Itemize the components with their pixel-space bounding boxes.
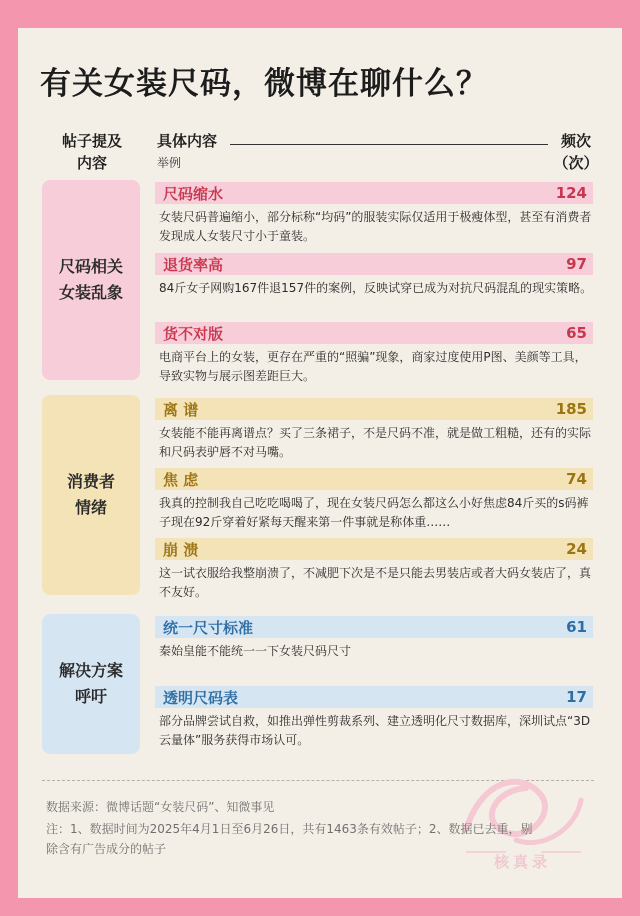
- topic-description: 部分品牌尝试自救，如推出弹性剪裁系列、建立透明化尺寸数据库，深圳试点“3D云量体”服务获得市场认可。: [159, 714, 591, 747]
- topic-count: 61: [566, 618, 587, 636]
- topic-count: 24: [566, 540, 587, 558]
- topic-bar: [155, 253, 593, 275]
- topic-bar: [155, 538, 593, 560]
- topic-label: 崩 溃: [163, 540, 199, 559]
- topic-count: 65: [566, 324, 587, 342]
- topic-bar: [155, 468, 593, 490]
- category-line1: 尺码相关: [58, 257, 123, 276]
- header-divider: [230, 144, 548, 145]
- topic-bar: [155, 398, 593, 420]
- topic-label: 焦 虑: [163, 470, 199, 489]
- topic-bar: [155, 686, 593, 708]
- topic-label: 货不对版: [163, 324, 224, 343]
- note-text: 注：1、数据时间为2025年4月1日至6月26日，共有1463条有效帖子；2、数据已去重，剔除含有广告成分的帖子: [46, 822, 533, 856]
- category-line2: 呼吁: [74, 687, 107, 706]
- topic-bar: [155, 322, 593, 344]
- source-text: 数据来源：微博话题“女装尺码”、知微事见: [46, 800, 275, 814]
- header-frequency-line2: （次）: [553, 154, 599, 172]
- category-line1: 解决方案: [58, 661, 123, 680]
- header-frequency: [548, 130, 604, 174]
- topic-count: 124: [555, 184, 587, 202]
- header-topic-line1: 帖子提及: [61, 132, 122, 150]
- page-title: 有关女装尺码，微博在聊什么？: [40, 66, 488, 102]
- topic-label: 透明尺码表: [163, 688, 239, 707]
- topic-count: 74: [566, 470, 587, 488]
- topic-label: 离 谱: [163, 400, 199, 419]
- category-line1: 消费者: [66, 472, 115, 491]
- topic-count: 185: [555, 400, 587, 418]
- category-solutions: [42, 614, 140, 754]
- category-size-chaos: [42, 180, 140, 380]
- topic-description: 秦始皇能不能统一一下女装尺码尺寸: [159, 644, 352, 658]
- topic-bar: [155, 182, 593, 204]
- topic-description: 这一试衣服给我整崩溃了，不减肥下次是不是只能去男装店或者大码女装店了，真不友好。: [159, 566, 592, 599]
- topic-label: 退货率高: [163, 255, 224, 274]
- topic-count: 97: [566, 255, 587, 273]
- topic-description: 电商平台上的女装，更存在严重的“照骗”现象，商家过度使用P图、美颜等工具，导致实物与展示图差距巨大。: [159, 350, 587, 383]
- topic-count: 17: [566, 688, 587, 706]
- topic-description: 84斤女子网购167件退157件的案例，反映试穿已成为对抗尺码混乱的现实策略。: [159, 281, 593, 295]
- topic-bar: [155, 616, 593, 638]
- header-frequency-line1: 频次: [560, 132, 591, 150]
- topic-description: 女装能不能再离谱点？买了三条裙子，不是尺码不准，就是做工粗糙，还有的实际和尺码表驴唇不对马嘴。: [159, 426, 592, 459]
- topic-description: 我真的控制我自己吃吃喝喝了，现在女装尺码怎么都这么小好焦虑84斤买的s码裤子现在92斤穿着好紧每天醒来第一件事就是称体重……: [159, 496, 589, 529]
- header-content: 具体内容: [157, 132, 218, 150]
- header-topic-line2: 内容: [76, 154, 107, 172]
- topic-label: 统一尺寸标准: [163, 618, 254, 637]
- category-line2: 情绪: [74, 498, 107, 517]
- header-topic: [57, 130, 127, 174]
- logo-text: 核真录: [494, 853, 552, 871]
- topic-label: 尺码缩水: [163, 184, 224, 203]
- category-consumer-emotion: [42, 395, 140, 595]
- header-example: 举例: [157, 156, 182, 170]
- category-line2: 女装乱象: [58, 283, 123, 302]
- topic-description: 女装尺码普遍缩小，部分标称“均码”的服装实际仅适用于极瘦体型，甚至有消费者发现成人女装尺寸小于童装。: [159, 210, 592, 243]
